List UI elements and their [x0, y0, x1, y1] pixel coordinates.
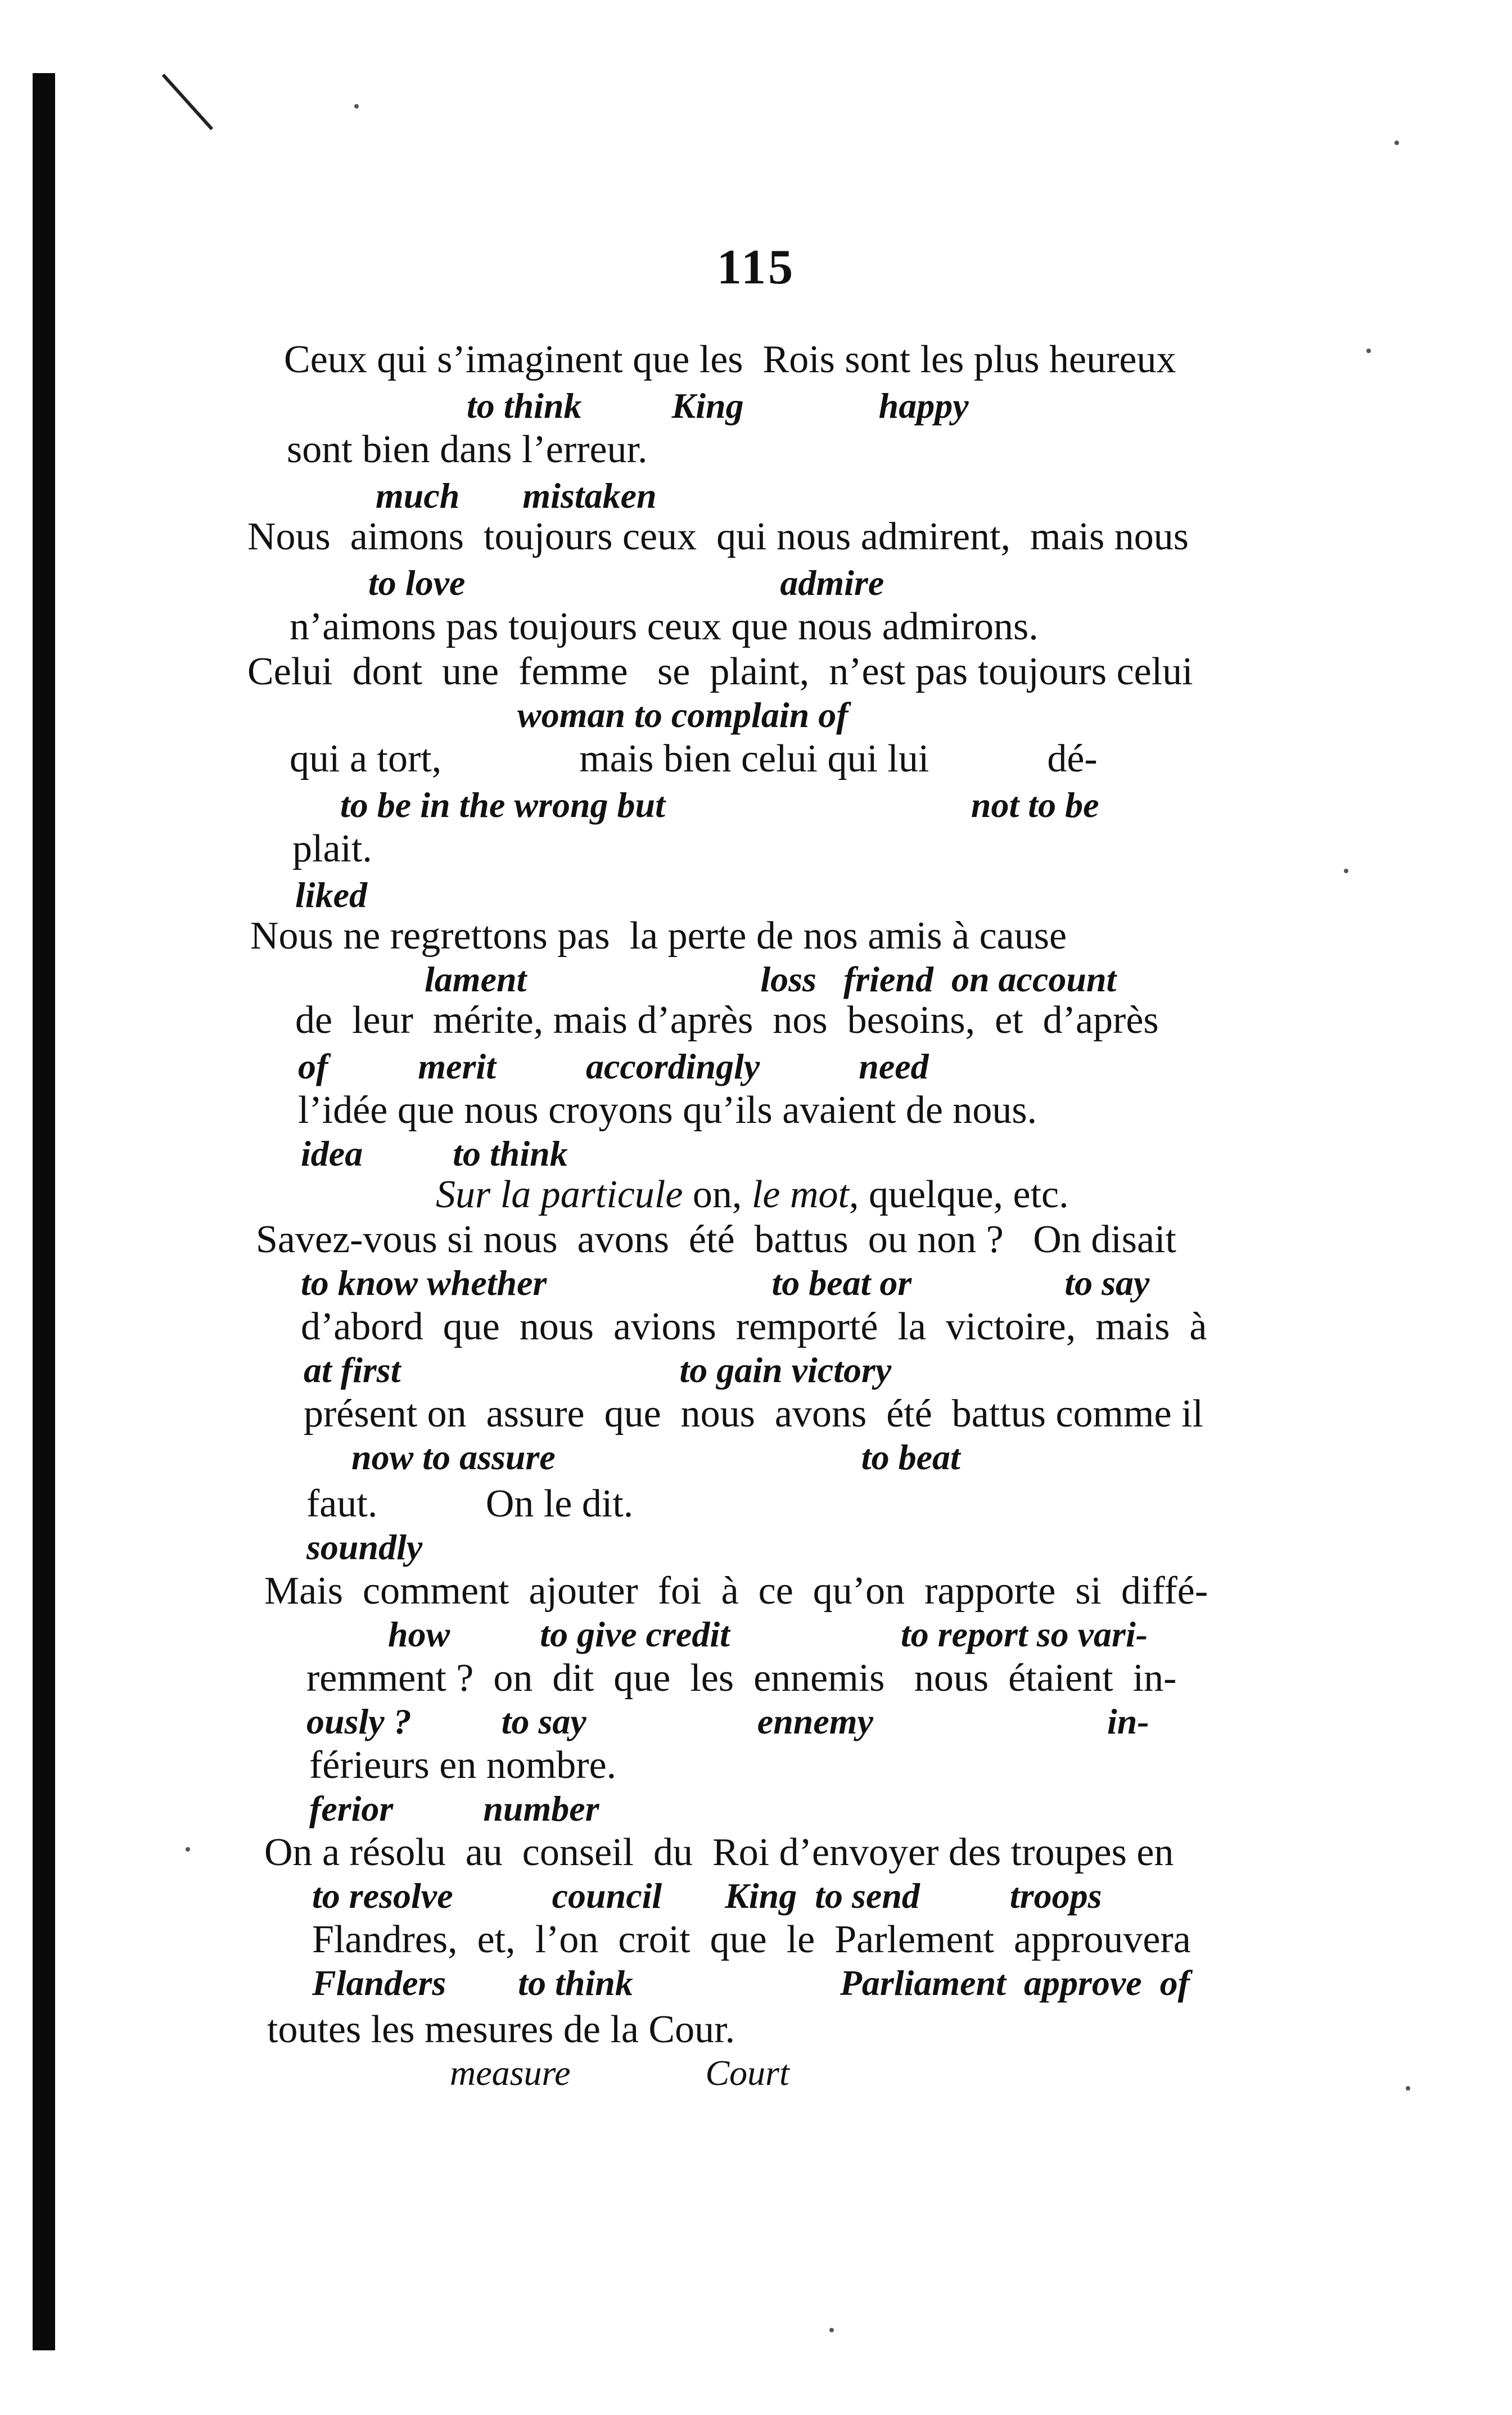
french-line: d’abord que nous avions remporté la victoire, mais à — [301, 1305, 1207, 1348]
heading-text: on, — [683, 1173, 752, 1216]
french-line: Mais comment ajouter foi à ce qu’on rapporte si diffé- — [264, 1569, 1208, 1613]
french-line: sont bien dans l’erreur. — [287, 428, 648, 471]
english-gloss: lament loss friend on account — [425, 959, 1117, 999]
english-gloss: woman to complain of — [517, 695, 848, 735]
french-line: n’aimons pas toujours ceux que nous admirons. — [290, 605, 1039, 648]
french-line: Nous aimons toujours ceux qui nous admirent, mais nous — [247, 515, 1189, 558]
english-gloss: much mistaken — [376, 476, 657, 516]
french-line: On a résolu au conseil du Roi d’envoyer des troupes en — [264, 1831, 1174, 1874]
scan-speck — [1366, 349, 1371, 353]
french-line: Savez-vous si nous avons été battus ou non ? On disait — [256, 1218, 1177, 1261]
binding-edge — [33, 73, 55, 2350]
english-gloss: to know whether to beat or to say — [301, 1263, 1150, 1303]
heading-text: , quelque, etc. — [848, 1173, 1069, 1216]
scan-speck — [354, 104, 359, 109]
heading-italic: le mot — [751, 1173, 849, 1216]
corner-mark — [162, 74, 213, 130]
english-gloss: to love admire — [368, 563, 884, 603]
scan-speck — [186, 1847, 190, 1852]
french-line: toutes les mesures de la Cour. — [267, 2008, 735, 2051]
french-line: Ceux qui s’imaginent que les Rois sont les plus heureux — [284, 338, 1176, 381]
french-line: remment ? on dit que les ennemis nous étaient in- — [306, 1656, 1177, 1700]
french-line: l’idée que nous croyons qu’ils avaient de nous. — [298, 1089, 1037, 1132]
english-gloss: to resolve council King to send troops — [312, 1876, 1102, 1916]
french-line: faut. On le dit. — [306, 1482, 634, 1525]
english-gloss: measure Court — [450, 2053, 789, 2093]
section-heading — [436, 1172, 1069, 1217]
english-gloss: now to assure to beat — [351, 1437, 960, 1477]
french-line: qui a tort, mais bien celui qui lui dé- — [290, 737, 1098, 780]
english-gloss: how to give credit to report so vari- — [388, 1614, 1148, 1654]
scan-speck — [1406, 2086, 1410, 2091]
english-gloss: idea to think — [301, 1134, 568, 1173]
french-line: plait. — [292, 827, 372, 870]
scan-speck — [829, 2328, 834, 2332]
scan-speck — [1344, 869, 1348, 873]
french-line: présent on assure que nous avons été battus comme il — [304, 1392, 1203, 1436]
english-gloss: to think King happy — [467, 386, 969, 426]
french-line: Nous ne regrettons pas la perte de nos amis à cause — [250, 914, 1067, 958]
english-gloss: ferior number — [309, 1789, 599, 1829]
page-number: 115 — [716, 240, 796, 295]
french-line: de leur mérite, mais d’après nos besoins, et d’après — [295, 999, 1159, 1042]
english-gloss: ously ? to say ennemy in- — [306, 1701, 1149, 1741]
french-line: Celui dont une femme se plaint, n’est pas toujours celui — [247, 650, 1193, 693]
english-gloss: to be in the wrong but not to be — [340, 785, 1099, 825]
heading-italic: Sur la particule — [436, 1173, 683, 1216]
english-gloss: of merit accordingly need — [298, 1046, 929, 1086]
scan-speck — [1394, 141, 1399, 145]
french-line: Flandres, et, l’on croit que le Parlement approuvera — [312, 1918, 1191, 1961]
english-gloss: at first to gain victory — [304, 1350, 892, 1390]
english-gloss: liked — [295, 875, 367, 915]
english-gloss: Flanders to think Parliament approve of — [312, 1963, 1190, 2003]
english-gloss: soundly — [306, 1527, 423, 1567]
french-line: férieurs en nombre. — [309, 1744, 617, 1787]
